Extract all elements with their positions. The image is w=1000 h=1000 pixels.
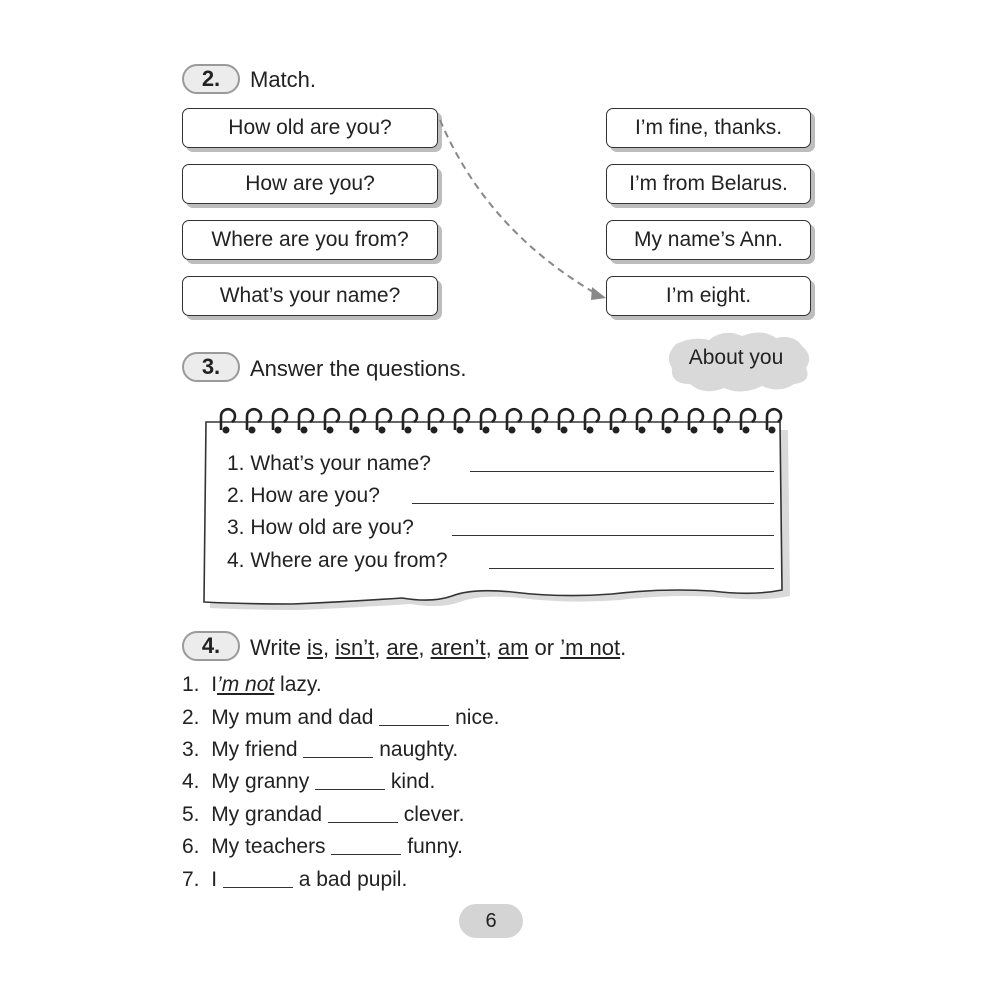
exercise-4-item-4: 4. My granny kind. <box>182 770 436 793</box>
notebook-question-2: 2. How are you? <box>227 484 380 507</box>
match-answer-4[interactable]: I’m eight. <box>606 276 811 316</box>
answer-line-4[interactable] <box>489 568 774 569</box>
exercise-4-item-5: 5. My grandad clever. <box>182 803 465 826</box>
answer-line-3[interactable] <box>452 535 774 536</box>
exercise-4-item-7: 7. I a bad pupil. <box>182 868 408 891</box>
match-answer-3[interactable]: My name’s Ann. <box>606 220 811 260</box>
blank-6[interactable] <box>331 836 401 855</box>
notebook-question-3: 3. How old are you? <box>227 516 414 539</box>
exercise-4-number: 4. <box>182 631 240 661</box>
exercise-4-item-1: 1. I’m not lazy. <box>182 673 322 696</box>
match-answer-2[interactable]: I’m from Belarus. <box>606 164 811 204</box>
notebook-question-1: 1. What’s your name? <box>227 452 431 475</box>
blank-7[interactable] <box>223 869 293 888</box>
notebook-question-4: 4. Where are you from? <box>227 549 448 572</box>
match-question-2[interactable]: How are you? <box>182 164 438 204</box>
blank-4[interactable] <box>315 771 385 790</box>
about-you-badge: About you <box>688 346 784 369</box>
exercise-2-number: 2. <box>182 64 240 94</box>
blank-3[interactable] <box>303 739 373 758</box>
example-answer: ’m not <box>217 673 275 696</box>
blank-5[interactable] <box>328 804 398 823</box>
answer-line-1[interactable] <box>470 471 774 472</box>
match-question-4[interactable]: What’s your name? <box>182 276 438 316</box>
match-question-3[interactable]: Where are you from? <box>182 220 438 260</box>
answer-line-2[interactable] <box>412 503 774 504</box>
match-answer-1[interactable]: I’m fine, thanks. <box>606 108 811 148</box>
exercise-4-item-6: 6. My teachers funny. <box>182 835 463 858</box>
exercise-3-title: Answer the questions. <box>250 356 467 381</box>
exercise-3-number: 3. <box>182 352 240 382</box>
page-number: 6 <box>459 904 523 938</box>
exercise-4-title: Write is, isn’t, are, aren’t, am or ’m not. <box>250 635 627 660</box>
exercise-2-title: Match. <box>250 67 317 92</box>
exercise-4-item-3: 3. My friend naughty. <box>182 738 459 761</box>
blank-2[interactable] <box>379 707 449 726</box>
match-question-1[interactable]: How old are you? <box>182 108 438 148</box>
exercise-4-item-2: 2. My mum and dad nice. <box>182 706 500 729</box>
